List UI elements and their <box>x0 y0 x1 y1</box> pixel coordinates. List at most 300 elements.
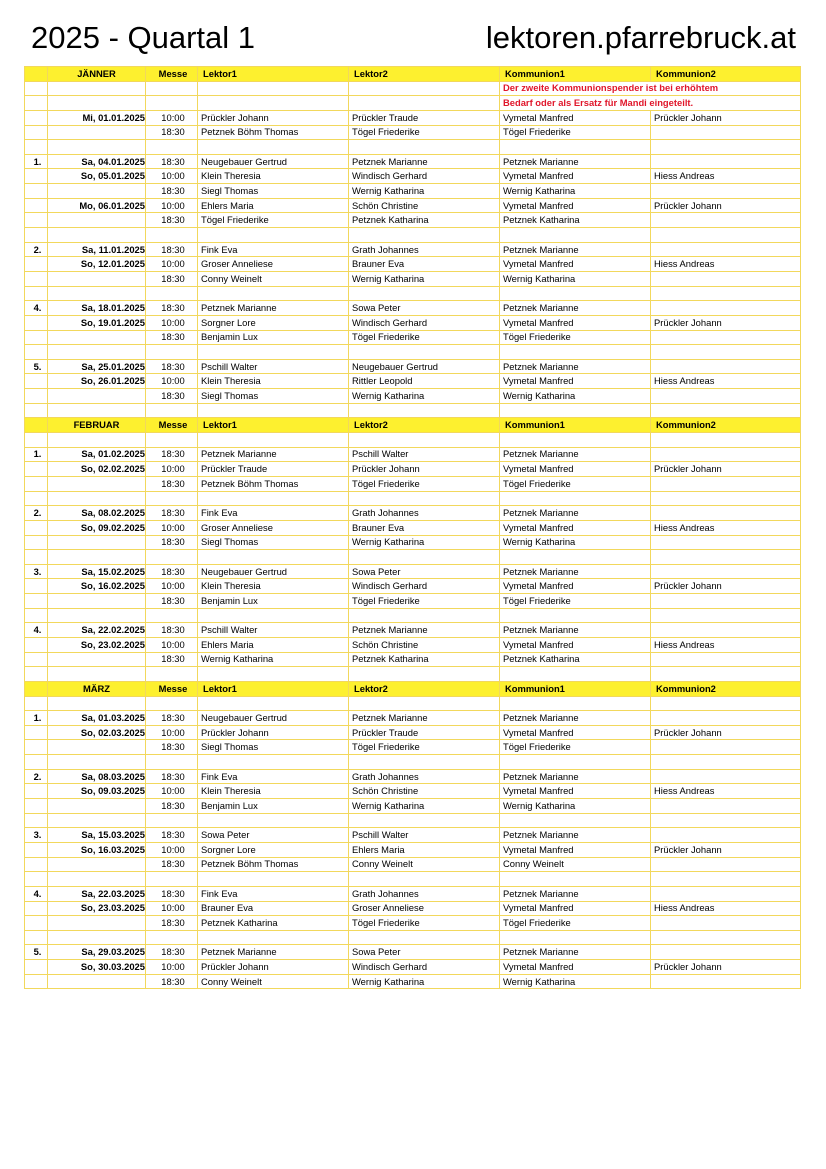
schedule-row <box>25 476 801 491</box>
lektor2-name: Prückler Traude <box>349 725 500 740</box>
kommunion1-cell <box>500 550 651 565</box>
time-cell <box>146 403 198 418</box>
mass-date: Sa, 22.03.2025 <box>48 886 146 901</box>
week-number <box>25 315 48 330</box>
week-number <box>25 184 48 199</box>
date-cell <box>48 667 146 682</box>
kommunion1-name: Petznek Marianne <box>500 623 651 638</box>
kommunion2-name <box>651 447 801 462</box>
mass-date: So, 16.02.2025 <box>48 579 146 594</box>
lektor1-cell <box>198 550 349 565</box>
date-cell <box>48 608 146 623</box>
kommunion2-cell <box>651 286 801 301</box>
mass-date: So, 02.03.2025 <box>48 725 146 740</box>
kommunion2-cell <box>651 667 801 682</box>
kommunion1-name: Vymetal Manfred <box>500 198 651 213</box>
kommunion1-cell <box>500 696 651 711</box>
kommunion1-name: Tögel Friederike <box>500 740 651 755</box>
week-number: 3. <box>25 564 48 579</box>
lektor2-cell <box>349 550 500 565</box>
lektor1-name: Prückler Johann <box>198 960 349 975</box>
lektor1-name: Siegl Thomas <box>198 740 349 755</box>
lektor1-cell <box>198 228 349 243</box>
mass-time: 10:00 <box>146 725 198 740</box>
lektor2-cell <box>349 140 500 155</box>
mass-date: So, 09.02.2025 <box>48 520 146 535</box>
mass-date <box>48 799 146 814</box>
lektor1-cell <box>198 433 349 448</box>
date-cell <box>48 696 146 711</box>
kommunion1-name: Vymetal Manfred <box>500 315 651 330</box>
week-number: 4. <box>25 886 48 901</box>
mass-date: Mi, 01.01.2025 <box>48 110 146 125</box>
lektor2-name: Tögel Friederike <box>349 476 500 491</box>
lektor1-name: Petznek Marianne <box>198 945 349 960</box>
schedule-row <box>25 169 801 184</box>
time-cell <box>146 491 198 506</box>
date-cell <box>48 755 146 770</box>
week-number <box>25 271 48 286</box>
mass-date: So, 12.01.2025 <box>48 257 146 272</box>
mass-time: 18:30 <box>146 125 198 140</box>
kommunion1-name: Vymetal Manfred <box>500 784 651 799</box>
lektor2-name: Schön Christine <box>349 637 500 652</box>
lektor1-name: Pschill Walter <box>198 623 349 638</box>
column-header-messe: Messe <box>146 681 198 696</box>
week-number <box>25 476 48 491</box>
column-header-kommunion2: Kommunion2 <box>651 418 801 433</box>
lektor2-name: Grath Johannes <box>349 769 500 784</box>
mass-time: 18:30 <box>146 330 198 345</box>
lektor2-name: Rittler Leopold <box>349 374 500 389</box>
mass-time: 10:00 <box>146 257 198 272</box>
lektor1-name: Benjamin Lux <box>198 330 349 345</box>
month-name: FEBRUAR <box>48 418 146 433</box>
lektor2-name: Grath Johannes <box>349 242 500 257</box>
mass-date: Sa, 15.02.2025 <box>48 564 146 579</box>
lektor2-cell <box>349 433 500 448</box>
time-cell <box>146 81 198 96</box>
lektor1-cell <box>198 286 349 301</box>
kommunion2-name <box>651 945 801 960</box>
lektor2-name: Ehlers Maria <box>349 842 500 857</box>
column-header-kommunion1: Kommunion1 <box>500 67 651 82</box>
kommunion1-name: Wernig Katharina <box>500 799 651 814</box>
lektor2-name: Wernig Katharina <box>349 271 500 286</box>
spacer-row <box>25 930 801 945</box>
schedule-row <box>25 594 801 609</box>
lektor1-name: Petznek Böhm Thomas <box>198 125 349 140</box>
kommunion2-cell <box>651 403 801 418</box>
mass-time: 18:30 <box>146 916 198 931</box>
week-number <box>25 520 48 535</box>
week-cell <box>25 930 48 945</box>
kommunion2-name <box>651 330 801 345</box>
mass-date: Sa, 11.01.2025 <box>48 242 146 257</box>
lektor1-cell <box>198 403 349 418</box>
week-number <box>25 579 48 594</box>
schedule-row <box>25 520 801 535</box>
kommunion2-name: Hiess Andreas <box>651 637 801 652</box>
week-cell <box>25 345 48 360</box>
kommunion1-name: Vymetal Manfred <box>500 169 651 184</box>
schedule-row <box>25 462 801 477</box>
kommunion1-name: Vymetal Manfred <box>500 257 651 272</box>
column-header-kommunion1: Kommunion1 <box>500 418 651 433</box>
schedule-table <box>24 66 801 989</box>
week-number: 4. <box>25 623 48 638</box>
lektor1-name: Petznek Böhm Thomas <box>198 857 349 872</box>
lektor2-name: Wernig Katharina <box>349 974 500 989</box>
lektor2-cell <box>349 403 500 418</box>
lektor2-name: Petznek Katharina <box>349 213 500 228</box>
column-header-kommunion2: Kommunion2 <box>651 67 801 82</box>
schedule-row <box>25 564 801 579</box>
kommunion2-name: Hiess Andreas <box>651 257 801 272</box>
month-header-row <box>25 67 801 82</box>
mass-date: Sa, 15.03.2025 <box>48 828 146 843</box>
kommunion1-name: Petznek Marianne <box>500 828 651 843</box>
schedule-row <box>25 506 801 521</box>
kommunion1-name: Tögel Friederike <box>500 330 651 345</box>
kommunion2-cell <box>651 608 801 623</box>
lektor2-name: Tögel Friederike <box>349 125 500 140</box>
lektor1-name: Klein Theresia <box>198 579 349 594</box>
week-number: 1. <box>25 711 48 726</box>
spacer-row <box>25 286 801 301</box>
week-number <box>25 799 48 814</box>
lektor1-name: Fink Eva <box>198 242 349 257</box>
kommunion1-cell <box>500 228 651 243</box>
lektor1-name: Groser Anneliese <box>198 520 349 535</box>
lektor2-name: Windisch Gerhard <box>349 169 500 184</box>
site-address: lektoren.pfarrebruck.at <box>485 20 796 55</box>
mass-time: 18:30 <box>146 974 198 989</box>
column-header-lektor1: Lektor1 <box>198 67 349 82</box>
lektor1-cell <box>198 608 349 623</box>
kommunion2-name: Prückler Johann <box>651 579 801 594</box>
schedule-row <box>25 828 801 843</box>
kommunion1-cell <box>500 491 651 506</box>
page-title: 2025 - Quartal 1 <box>31 20 256 55</box>
kommunion2-cell <box>651 140 801 155</box>
mass-date: Sa, 25.01.2025 <box>48 359 146 374</box>
lektor2-name: Brauner Eva <box>349 520 500 535</box>
kommunion2-name <box>651 242 801 257</box>
kommunion2-name: Hiess Andreas <box>651 169 801 184</box>
kommunion1-cell <box>500 403 651 418</box>
week-number <box>25 974 48 989</box>
time-cell <box>146 228 198 243</box>
kommunion2-name: Hiess Andreas <box>651 374 801 389</box>
week-cell <box>25 140 48 155</box>
week-cell <box>25 813 48 828</box>
mass-date: Mo, 06.01.2025 <box>48 198 146 213</box>
lektor2-cell <box>349 930 500 945</box>
lektor1-name: Sorgner Lore <box>198 315 349 330</box>
week-number <box>25 916 48 931</box>
kommunion2-name <box>651 564 801 579</box>
mass-time: 10:00 <box>146 374 198 389</box>
lektor1-name: Prückler Johann <box>198 725 349 740</box>
kommunion2-name <box>651 974 801 989</box>
week-number: 2. <box>25 242 48 257</box>
mass-date <box>48 535 146 550</box>
lektor2-name: Windisch Gerhard <box>349 960 500 975</box>
week-cell <box>25 550 48 565</box>
lektor1-name: Prückler Johann <box>198 110 349 125</box>
mass-time: 10:00 <box>146 520 198 535</box>
kommunion2-cell <box>651 433 801 448</box>
column-header-kommunion2: Kommunion2 <box>651 681 801 696</box>
kommunion2-name: Prückler Johann <box>651 462 801 477</box>
schedule-row <box>25 711 801 726</box>
week-number <box>25 462 48 477</box>
lektor1-name: Sorgner Lore <box>198 842 349 857</box>
spacer-row <box>25 755 801 770</box>
spacer-row <box>25 872 801 887</box>
time-cell <box>146 813 198 828</box>
kommunion2-name <box>651 301 801 316</box>
lektor2-cell <box>349 608 500 623</box>
week-cell <box>25 403 48 418</box>
schedule-row <box>25 769 801 784</box>
date-cell <box>48 403 146 418</box>
mass-time: 18:30 <box>146 564 198 579</box>
lektor1-cell <box>198 696 349 711</box>
kommunion2-name <box>651 799 801 814</box>
schedule-row <box>25 799 801 814</box>
lektor1-name: Prückler Traude <box>198 462 349 477</box>
lektor1-name: Benjamin Lux <box>198 799 349 814</box>
mass-date: Sa, 22.02.2025 <box>48 623 146 638</box>
mass-date: Sa, 01.02.2025 <box>48 447 146 462</box>
mass-date <box>48 125 146 140</box>
lektor1-cell <box>198 813 349 828</box>
lektor1-cell <box>198 96 349 111</box>
mass-time: 18:30 <box>146 886 198 901</box>
lektor2-name: Petznek Marianne <box>349 154 500 169</box>
lektor1-cell <box>198 140 349 155</box>
kommunion2-name <box>651 359 801 374</box>
notice-text: Der zweite Kommunionspender ist bei erhöhtem <box>500 81 801 96</box>
time-cell <box>146 286 198 301</box>
schedule-row <box>25 389 801 404</box>
schedule-row <box>25 974 801 989</box>
date-cell <box>48 930 146 945</box>
kommunion1-name: Petznek Katharina <box>500 652 651 667</box>
mass-time: 18:30 <box>146 740 198 755</box>
kommunion2-name <box>651 184 801 199</box>
kommunion1-name: Vymetal Manfred <box>500 520 651 535</box>
column-header-lektor1: Lektor1 <box>198 418 349 433</box>
mass-time: 18:30 <box>146 476 198 491</box>
lektor1-name: Brauner Eva <box>198 901 349 916</box>
kommunion1-cell <box>500 608 651 623</box>
mass-time: 10:00 <box>146 110 198 125</box>
time-cell <box>146 755 198 770</box>
time-cell <box>146 696 198 711</box>
mass-date <box>48 184 146 199</box>
mass-time: 18:30 <box>146 623 198 638</box>
lektor1-cell <box>198 930 349 945</box>
schedule-row <box>25 637 801 652</box>
week-cell <box>25 872 48 887</box>
lektor1-cell <box>198 345 349 360</box>
spacer-row <box>25 403 801 418</box>
time-cell <box>146 872 198 887</box>
kommunion1-name: Petznek Marianne <box>500 359 651 374</box>
kommunion2-cell <box>651 345 801 360</box>
schedule-row <box>25 359 801 374</box>
schedule-row <box>25 857 801 872</box>
mass-time: 18:30 <box>146 711 198 726</box>
notice-row <box>25 96 801 111</box>
lektor1-cell <box>198 81 349 96</box>
kommunion2-name <box>651 389 801 404</box>
mass-time: 18:30 <box>146 594 198 609</box>
kommunion1-cell <box>500 140 651 155</box>
mass-date: So, 02.02.2025 <box>48 462 146 477</box>
schedule-row <box>25 198 801 213</box>
column-header-lektor2: Lektor2 <box>349 681 500 696</box>
mass-time: 18:30 <box>146 359 198 374</box>
schedule-row <box>25 184 801 199</box>
week-cell <box>25 418 48 433</box>
mass-time: 18:30 <box>146 506 198 521</box>
kommunion1-cell <box>500 286 651 301</box>
lektor2-name: Schön Christine <box>349 198 500 213</box>
date-cell <box>48 813 146 828</box>
kommunion1-name: Vymetal Manfred <box>500 901 651 916</box>
week-number <box>25 389 48 404</box>
mass-date <box>48 476 146 491</box>
lektor1-cell <box>198 491 349 506</box>
kommunion1-name: Wernig Katharina <box>500 184 651 199</box>
week-number: 5. <box>25 945 48 960</box>
week-number <box>25 257 48 272</box>
kommunion1-name: Tögel Friederike <box>500 594 651 609</box>
kommunion1-name: Petznek Katharina <box>500 213 651 228</box>
week-number <box>25 213 48 228</box>
lektor2-name: Pschill Walter <box>349 828 500 843</box>
lektor2-name: Prückler Johann <box>349 462 500 477</box>
kommunion2-name <box>651 623 801 638</box>
kommunion2-name: Prückler Johann <box>651 842 801 857</box>
schedule-row <box>25 652 801 667</box>
kommunion1-name: Petznek Marianne <box>500 886 651 901</box>
kommunion2-name <box>651 886 801 901</box>
lektor2-cell <box>349 872 500 887</box>
week-number: 2. <box>25 769 48 784</box>
schedule-row <box>25 535 801 550</box>
column-header-kommunion1: Kommunion1 <box>500 681 651 696</box>
date-cell <box>48 433 146 448</box>
lektor2-name: Tögel Friederike <box>349 916 500 931</box>
lektor2-cell <box>349 96 500 111</box>
schedule-row <box>25 886 801 901</box>
spacer-row <box>25 140 801 155</box>
lektor1-name: Petznek Böhm Thomas <box>198 476 349 491</box>
date-cell <box>48 872 146 887</box>
week-number <box>25 637 48 652</box>
schedule-row <box>25 374 801 389</box>
mass-time: 10:00 <box>146 842 198 857</box>
lektor1-name: Neugebauer Gertrud <box>198 564 349 579</box>
column-header-messe: Messe <box>146 418 198 433</box>
kommunion2-cell <box>651 930 801 945</box>
lektor1-cell <box>198 755 349 770</box>
lektor2-name: Sowa Peter <box>349 945 500 960</box>
kommunion2-name <box>651 271 801 286</box>
week-cell <box>25 433 48 448</box>
schedule-row <box>25 916 801 931</box>
mass-time: 10:00 <box>146 784 198 799</box>
lektor2-name: Schön Christine <box>349 784 500 799</box>
lektor1-name: Neugebauer Gertrud <box>198 711 349 726</box>
mass-date: So, 26.01.2025 <box>48 374 146 389</box>
lektor2-cell <box>349 696 500 711</box>
kommunion2-name <box>651 652 801 667</box>
kommunion2-cell <box>651 872 801 887</box>
lektor1-name: Fink Eva <box>198 769 349 784</box>
mass-time: 18:30 <box>146 154 198 169</box>
spacer-row <box>25 345 801 360</box>
kommunion1-cell <box>500 755 651 770</box>
mass-date: So, 23.03.2025 <box>48 901 146 916</box>
kommunion2-name <box>651 916 801 931</box>
week-number <box>25 125 48 140</box>
lektor2-name: Sowa Peter <box>349 564 500 579</box>
mass-time: 18:30 <box>146 242 198 257</box>
kommunion1-name: Vymetal Manfred <box>500 637 651 652</box>
mass-time: 10:00 <box>146 462 198 477</box>
lektor1-name: Pschill Walter <box>198 359 349 374</box>
kommunion2-name <box>651 213 801 228</box>
schedule-row <box>25 330 801 345</box>
lektor2-name: Groser Anneliese <box>349 901 500 916</box>
lektor1-name: Fink Eva <box>198 506 349 521</box>
kommunion1-name: Tögel Friederike <box>500 125 651 140</box>
week-number <box>25 784 48 799</box>
mass-date <box>48 594 146 609</box>
week-number <box>25 330 48 345</box>
week-number <box>25 374 48 389</box>
lektor2-cell <box>349 491 500 506</box>
lektor1-name: Petznek Marianne <box>198 301 349 316</box>
kommunion2-cell <box>651 550 801 565</box>
column-header-lektor2: Lektor2 <box>349 418 500 433</box>
lektor1-name: Klein Theresia <box>198 374 349 389</box>
time-cell <box>146 667 198 682</box>
kommunion2-cell <box>651 813 801 828</box>
mass-date: So, 23.02.2025 <box>48 637 146 652</box>
mass-time: 18:30 <box>146 271 198 286</box>
mass-date <box>48 330 146 345</box>
mass-time: 18:30 <box>146 447 198 462</box>
lektor1-name: Conny Weinelt <box>198 974 349 989</box>
kommunion1-cell <box>500 930 651 945</box>
time-cell <box>146 930 198 945</box>
week-cell <box>25 96 48 111</box>
week-number: 4. <box>25 301 48 316</box>
mass-time: 10:00 <box>146 901 198 916</box>
date-cell <box>48 96 146 111</box>
lektor2-name: Tögel Friederike <box>349 594 500 609</box>
spacer-row <box>25 696 801 711</box>
schedule-row <box>25 125 801 140</box>
time-cell <box>146 96 198 111</box>
